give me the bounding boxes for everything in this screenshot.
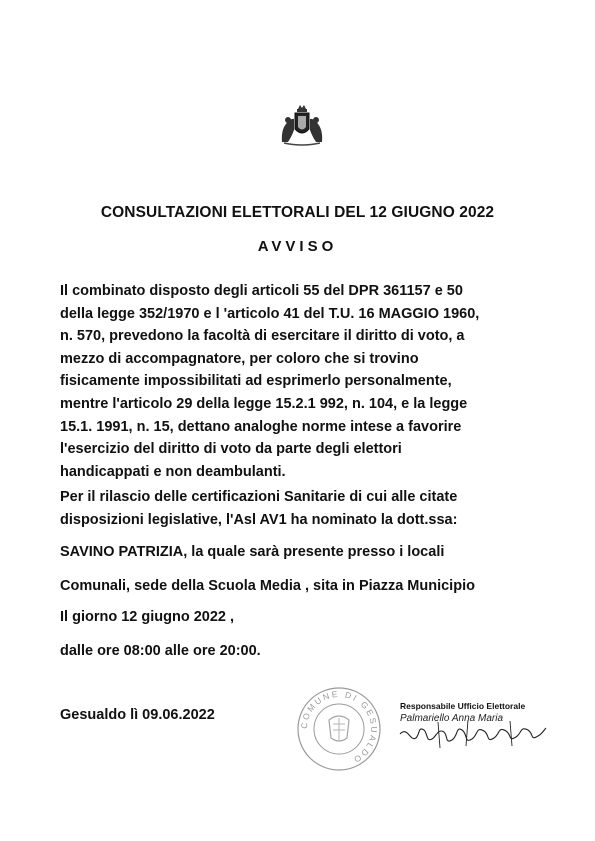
paragraph-line: fisicamente impossibilitati ad esprimerlo personalmente,: [60, 373, 452, 390]
paragraph-line: Per il rilascio delle certificazioni Sanitarie di cui alle citate: [60, 489, 458, 505]
page-title: CONSULTAZIONI ELETTORALI DEL 12 GIUGNO 2022: [100, 204, 495, 221]
paragraph-line: n. 570, prevedono la facoltà di esercitare il diritto di voto, a: [60, 328, 465, 345]
certification-paragraph: [60, 486, 560, 531]
notice-heading: AVVISO: [257, 238, 338, 255]
paragraph-line: mezzo di accompagnatore, per coloro che si trovino: [60, 350, 419, 367]
seal-icon: [296, 686, 382, 772]
legal-paragraph: [60, 280, 560, 483]
place-date: Gesualdo lì 09.06.2022: [60, 707, 215, 723]
office-title: Responsabile Ufficio Elettorale: [400, 701, 526, 711]
paragraph-line: l'esercizio del diritto di voto da parte degli elettori: [60, 441, 402, 458]
doctor-line: SAVINO PATRIZIA, la quale sarà presente presso i locali: [60, 544, 445, 560]
paragraph-line: della legge 352/1970 e l 'articolo 41 del T.U. 16 MAGGIO 1960,: [60, 305, 480, 322]
paragraph-line: disposizioni legislative, l'Asl AV1 ha nominato la dott.ssa:: [60, 511, 458, 528]
official-name: Palmariello Anna Maria: [400, 713, 504, 724]
signature-icon: [398, 712, 548, 752]
crest-icon: [276, 102, 328, 148]
paragraph-line: handicappati e non deambulanti.: [60, 463, 286, 480]
paragraph-line: mentre l'articolo 29 della legge 15.2.1 992, n. 104, e la legge: [60, 395, 468, 412]
location-line: Comunali, sede della Scuola Media , sita in Piazza Municipio: [60, 578, 475, 594]
seal-text: COMUNE DI GESUALDO: [298, 688, 380, 766]
paragraph-line: 15.1. 1991, n. 15, dettano analoghe norme intese a favorire: [60, 418, 462, 435]
paragraph-line: Il combinato disposto degli articoli 55 del DPR 361157 e 50: [60, 283, 463, 299]
time-line: dalle ore 08:00 alle ore 20:00.: [60, 643, 261, 659]
date-line: Il giorno 12 giugno 2022 ,: [60, 609, 235, 625]
